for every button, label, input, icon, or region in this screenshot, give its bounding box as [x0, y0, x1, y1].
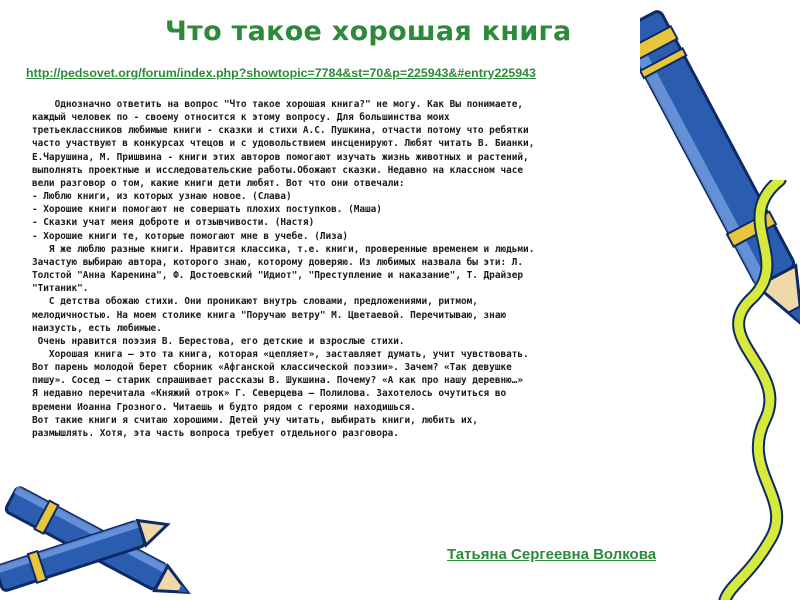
body-line: Я же люблю разные книги. Нравится классика, т.е. книги, проверенные временем и людьми.	[32, 243, 535, 255]
body-line: Однозначно ответить на вопрос "Что такое хорошая книга?" не могу. Как Вы понимаете,	[32, 99, 524, 110]
body-text	[32, 98, 732, 440]
body-line: мелодичностью. На моем столике книга "Поручаю ветру" М. Цветаевой. Перечитываю, знаю	[32, 309, 507, 321]
body-line: - Хорошие книги те, которые помогают мне в учебе. (Лиза)	[32, 230, 349, 242]
body-line: третьеклассников любимые книги - сказки и стихи А.С. Пушкина, отчасти потому что ребятки	[32, 125, 529, 137]
body-line: - Сказки учат меня доброте и отзывчивости. (Настя)	[32, 217, 315, 229]
body-line: пишу». Сосед – старик спрашивает рассказы В. Шукшина. Почему? «А как про нашу деревню…»	[32, 375, 524, 387]
body-line: Толстой "Анна Каренина", Ф. Достоевский "Идиот", "Преступление и наказание", Т. Драйзер	[32, 270, 524, 282]
body-line: С детства обожаю стихи. Они проникают внутрь словами, предложениями, ритмом,	[32, 296, 478, 308]
body-line: - Хорошие книги помогают не совершать плохих поступков. (Маша)	[32, 204, 382, 216]
body-line: Вот парень молодой берет сборник «Афганской классической поэзии». Зачем? «Так девушке	[32, 362, 512, 374]
body-line: размышлять. Хотя, эта часть вопроса требует отдельного разговора.	[32, 427, 399, 439]
body-line: наизусть, есть любимые.	[32, 322, 162, 334]
body-line: выполнять проектные и исследовательские работы.Обожают сказки. Недавно на классном часе	[32, 164, 524, 176]
body-line: Вот такие книги я считаю хорошими. Детей учу читать, выбирать книги, любить их,	[32, 414, 478, 426]
yellow-squiggle-icon	[710, 180, 800, 600]
body-line: Хорошая книга – это та книга, которая «цепляет», заставляет думать, учит чувствовать.	[32, 348, 529, 360]
body-line: Зачастую выбираю автора, которого знаю, которому доверяю. Из любимых назвала бы эти: Л.	[32, 256, 524, 268]
body-line: "Титаник".	[32, 283, 89, 295]
body-line: Очень нравится поэзия В. Берестова, его детские и взрослые стихи.	[32, 335, 405, 347]
body-line: часто участвуют в конкурсах чтецов и с удовольствием инсценируют. Любят читать В. Бианки,	[32, 138, 535, 150]
body-line: Я недавно перечитала «Княжий отрок» Г. Северцева – Полилова. Захотелось очутиться во	[32, 388, 507, 400]
source-link[interactable]: http://pedsovet.org/forum/index.php?showtopic=7784&st=70&p=225943&#entry225943	[26, 66, 536, 80]
page-title: Что такое хорошая книга	[165, 16, 572, 47]
body-line: вели разговор о том, какие книги дети любят. Вот что они отвечали:	[32, 177, 405, 189]
body-line: времени Иоанна Грозного. Читаешь и будто рядом с героями находишься.	[32, 401, 416, 413]
crayon-pens-icon	[0, 468, 200, 600]
body-line: каждый человек по - своему относится к этому вопросу. Для большинства моих	[32, 112, 450, 124]
body-line: - Люблю книги, из которых узнаю новое. (Слава)	[32, 191, 292, 203]
body-line: Е.Чарушина, М. Пришвина - книги этих авторов помогают изучать жизнь животных и растений,	[32, 151, 529, 163]
author-link[interactable]: Татьяна Сергеевна Волкова	[447, 546, 657, 563]
